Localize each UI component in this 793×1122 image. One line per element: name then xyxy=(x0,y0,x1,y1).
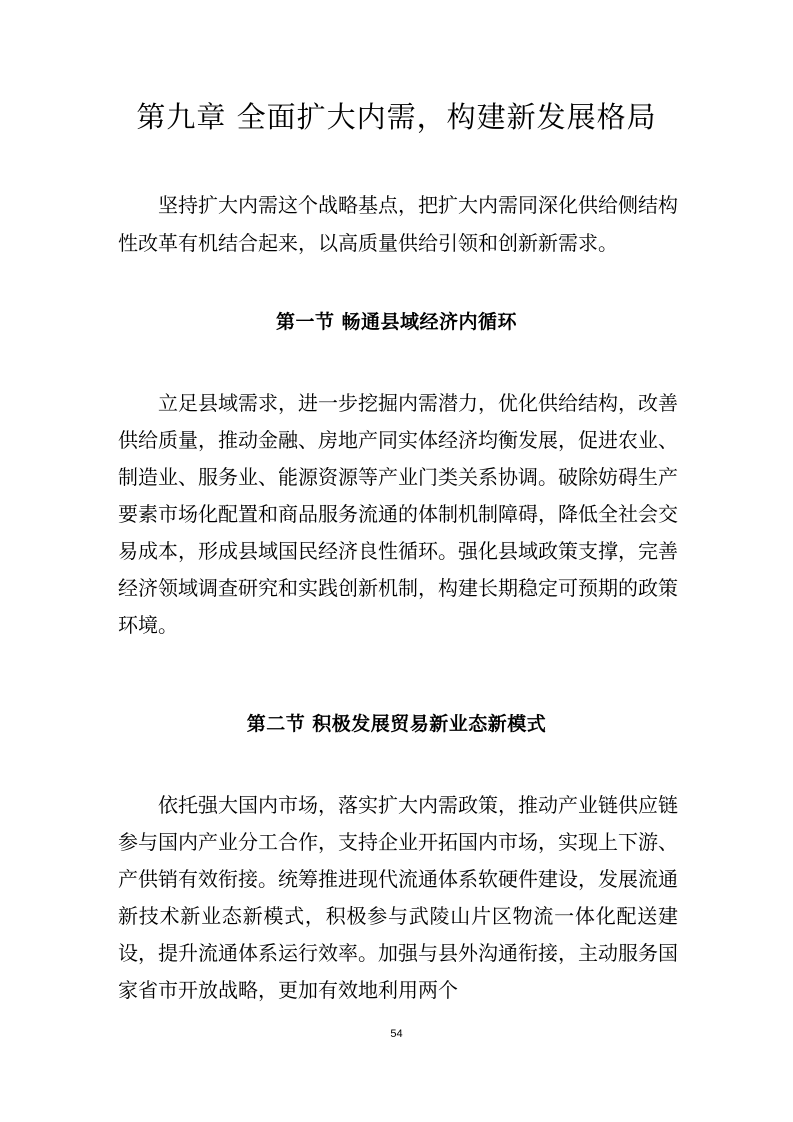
page-number: 54 xyxy=(390,1028,403,1040)
chapter-intro-paragraph: 坚持扩大内需这个战略基点，把扩大内需同深化供给侧结构性改革有机结合起来，以高质量供给引领和创新新需求。 xyxy=(118,193,678,255)
section-title-1: 第一节 畅通县域经济内循环 xyxy=(275,311,518,333)
section-1-paragraph: 立足县域需求，进一步挖掘内需潜力，优化供给结构，改善供给质量，推动金融、房地产同实体经济均衡发展，促进农业、制造业、服务业、能源资源等产业门类关系协调。破除妨碍生产要素市场化配置和商品服务流通的体制机制障碍，降低全社会交易成本，形成县域国民经济良性循环。强化县域政策支撑，完善经济领域调查研究和实践创新机制，构建长期稳定可预期的政策环境。 xyxy=(118,391,678,637)
section-title-2: 第二节 积极发展贸易新业态新模式 xyxy=(246,713,547,735)
section-2-paragraph: 依托强大国内市场，落实扩大内需政策，推动产业链供应链参与国内产业分工合作，支持企业开拓国内市场，实现上下游、产供销有效衔接。统筹推进现代流通体系软硬件建设，发展流通新技术新业态新模式，积极参与武陵山片区物流一体化配送建设，提升流通体系运行效率。加强与县外沟通衔接，主动服务国家省市开放战略，更加有效地利用两个 xyxy=(118,793,678,1002)
chapter-title: 第九章 全面扩大内需，构建新发展格局 xyxy=(136,100,657,134)
